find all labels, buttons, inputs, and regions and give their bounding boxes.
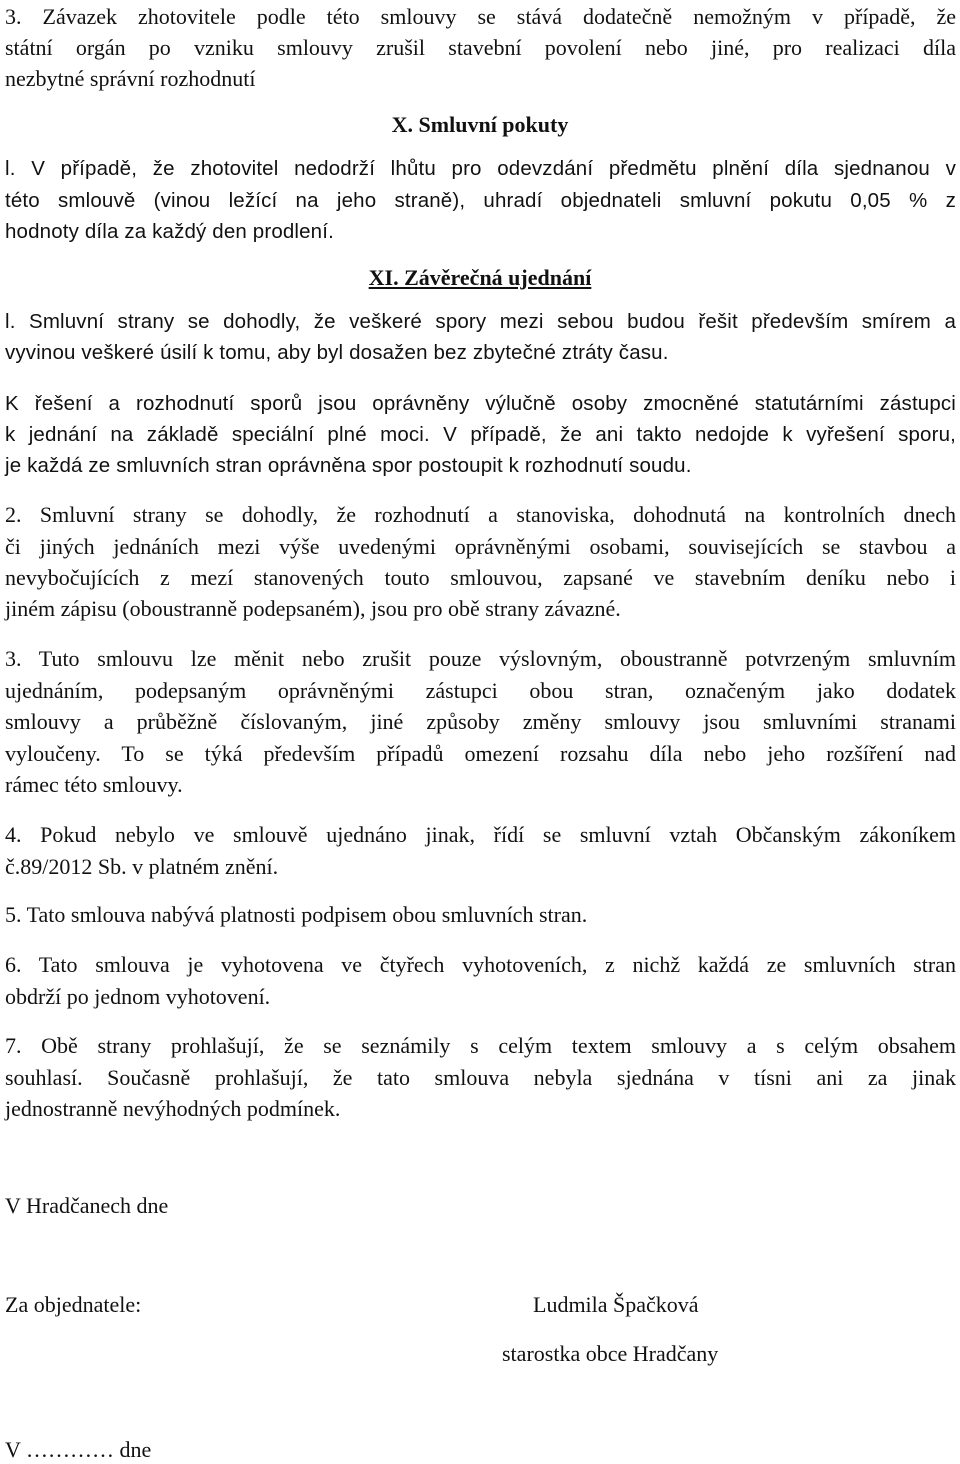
signer-name: Ludmila Špačková <box>533 1292 699 1317</box>
paragraph-line: k jednání na základě speciální plné moci. V případě, že ani takto nedojde k vyřešení sporu, <box>5 423 956 446</box>
paragraph-line: či jiných jednáních mezi výše uvedenými oprávněnými osobami, souvisejících se stavbou a <box>5 534 956 559</box>
paragraph-line: 3. Závazek zhotovitele podle této smlouvy se stává dodatečně nemožným v případě, že <box>5 4 956 29</box>
paragraph-line: 2. Smluvní strany se dohodly, že rozhodnutí a stanoviska, dohodnutá na kontrolních dnech <box>5 502 956 527</box>
for-client-label: Za objednatele: <box>5 1292 142 1317</box>
paragraph-line: l. V případě, že zhotovitel nedodrží lhůtu pro odevzdání předmětu plnění díla sjednanou v <box>5 157 956 180</box>
signer-role: starostka obce Hradčany <box>502 1341 719 1366</box>
paragraph-line: smlouvy a průběžně číslovaným, jiné způsoby změny smlouvy jsou smluvními stranami <box>5 709 956 734</box>
paragraph-line: obdrží po jednom vyhotovení. <box>5 984 271 1009</box>
paragraph-line: rámec této smlouvy. <box>5 772 183 797</box>
paragraph-line: ujednáním, podepsaným oprávněnými zástupci obou stran, označeným jako dodatek <box>5 678 956 703</box>
second-place-date: V ………… dne <box>5 1437 152 1462</box>
paragraph-line: K řešení a rozhodnutí sporů jsou oprávněny výlučně osoby zmocněné statutárními zástupci <box>5 392 956 415</box>
paragraph-line: 3. Tuto smlouvu lze měnit nebo zrušit pouze výslovným, oboustranně potvrzeným smluvním <box>5 646 956 671</box>
paragraph-line: je každá ze smluvních stran oprávněna spor postoupit k rozhodnutí soudu. <box>5 454 692 477</box>
paragraph-line: jiném zápisu (oboustranně podepsaném), jsou pro obě strany závazné. <box>5 596 621 621</box>
paragraph-line: l. Smluvní strany se dohodly, že veškeré spory mezi sebou budou řešit především smírem a <box>5 310 956 333</box>
paragraph-line: 6. Tato smlouva je vyhotovena ve čtyřech vyhotoveních, z nichž každá ze smluvních stran <box>5 952 956 977</box>
paragraph-line: nezbytné správní rozhodnutí <box>5 66 256 91</box>
paragraph-line: hodnoty díla za každý den prodlení. <box>5 220 334 243</box>
paragraph-line: státní orgán po vzniku smlouvy zrušil stavební povolení nebo jiné, pro realizaci díla <box>5 35 956 60</box>
paragraph-line: této smlouvě (vinou ležící na jeho straně), uhradí objednateli smluvní pokutu 0,05 % z <box>5 189 956 212</box>
paragraph-line: vyloučeny. To se týká především případů omezení rozsahu díla nebo jeho rozšíření nad <box>5 741 956 766</box>
paragraph-line: souhlasí. Současně prohlašují, že tato smlouva nebyla sjednána v tísni ani za jinak <box>5 1065 956 1090</box>
paragraph-line: jednostranně nevýhodných podmínek. <box>5 1096 341 1121</box>
paragraph-line: nevybočujících z mezí stanovených touto smlouvou, zapsané ve stavebním deníku nebo i <box>5 565 956 590</box>
paragraph-line: 4. Pokud nebylo ve smlouvě ujednáno jinak, řídí se smluvní vztah Občanským zákoníkem <box>5 822 956 847</box>
paragraph-line: č.89/2012 Sb. v platném znění. <box>5 854 279 879</box>
section-heading-xi: XI. Závěrečná ujednání <box>368 265 592 290</box>
paragraph-line: vyvinou veškeré úsilí k tomu, aby byl dosažen bez zbytečné ztráty času. <box>5 341 669 364</box>
place-date: V Hradčanech dne <box>5 1193 169 1218</box>
paragraph-line: 7. Obě strany prohlašují, že se seznámily s celým textem smlouvy a s celým obsahem <box>5 1033 956 1058</box>
paragraph-line: 5. Tato smlouva nabývá platnosti podpisem obou smluvních stran. <box>5 902 588 927</box>
section-heading-x: X. Smluvní pokuty <box>391 112 569 137</box>
